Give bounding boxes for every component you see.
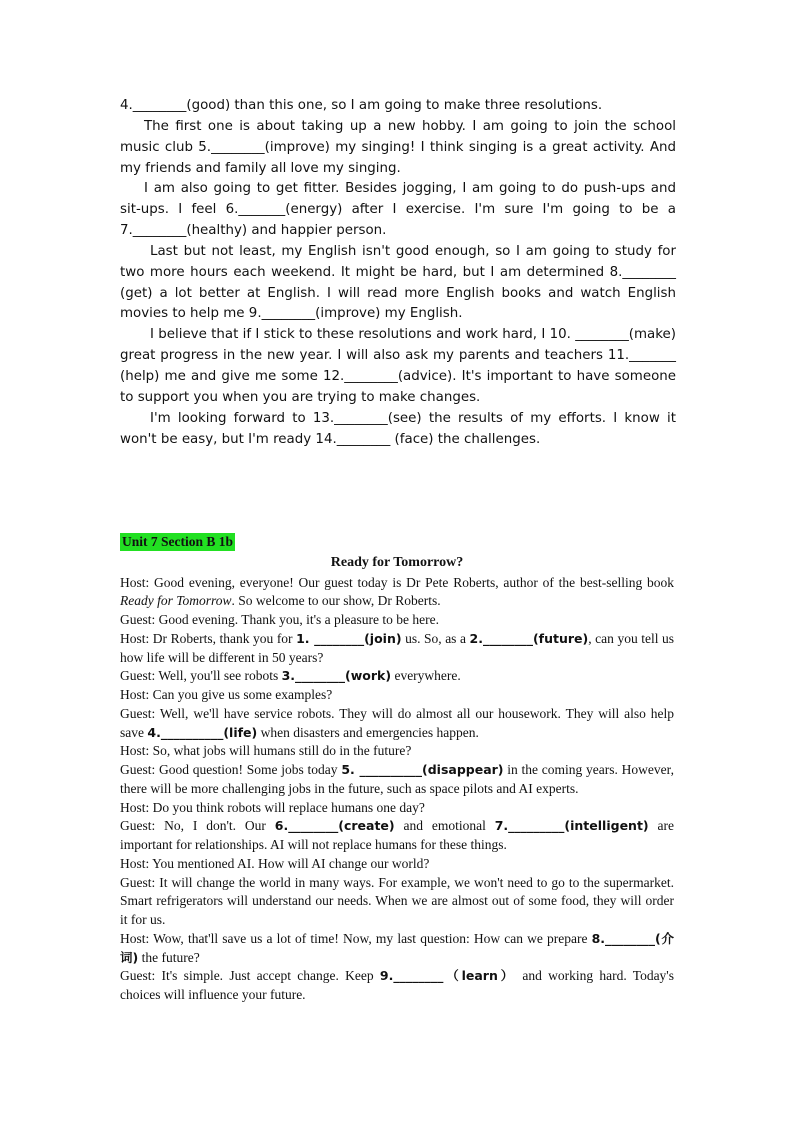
dialogue-line: Host: Do you think robots will replace humans one day?	[120, 799, 425, 815]
dialogue-line: Guest: Well, we'll have service robots. They will do almost all our housework. They will also help save 4.__________(life) when disasters and emergencies happen.	[120, 705, 674, 740]
dialogue-line: Guest: Good evening. Thank you, it's a pleasure to be here.	[120, 612, 439, 627]
blank-3: 3.________(work)	[281, 668, 392, 684]
blank-2: 2.________(future)	[469, 630, 589, 646]
dialogue-line: Host: You mentioned AI. How will AI change our world?	[120, 855, 430, 871]
blank-8: 8.________(介词)	[120, 930, 674, 965]
dialogue-line: Guest: Well, you'll see robots 3.________(work) everywhere.	[120, 668, 461, 684]
paragraph-line-4: 4.________(good) than this one, so I am going to make three resolutions.	[120, 98, 603, 113]
paragraph-looking-forward: I'm looking forward to 13.________(see) the results of my efforts. I know it won't be easy, but I'm ready 14.________ (face) the challenges.	[120, 410, 676, 447]
dialogue-line: Host: Dr Roberts, thank you for 1. ________(join) us. So, as a 2.________(future), can you tell us how life will be different in 50 years?	[120, 630, 675, 665]
dialogue-line: Host: Good evening, everyone! Our guest today is Dr Pete Roberts, author of the best-selling book Ready for Tomorrow. So welcome to our show, Dr Roberts.	[120, 574, 674, 609]
section-tag: Unit 7 Section B 1b	[122, 534, 234, 549]
blank-4: 4.__________(life)	[147, 724, 258, 740]
dialogue-line: Guest: It will change the world in many ways. For example, we won't need to go to the supermarket. Smart refrigerators will understand our needs. When we are almost out of some food, they will order it for us.	[120, 874, 674, 927]
paragraph-believe: I believe that if I stick to these resolutions and work hard, I 10. ________(make) great progress in the new year. I will also ask my parents and teachers 11._______ (help) me and give me some 12.________(advice). It's important to have someone to support you when you are trying to make changes.	[120, 327, 676, 405]
blank-6: 6.________(create)	[274, 818, 395, 834]
dialogue-title: Ready for Tomorrow?	[330, 554, 464, 570]
passage-resolutions	[120, 96, 676, 450]
book-title: Ready for Tomorrow	[120, 593, 232, 609]
dialogue-line: Host: Can you give us some examples?	[120, 687, 333, 702]
blank-1: 1. ________(join)	[296, 630, 402, 646]
dialogue-line: Guest: It's simple. Just accept change. Keep 9.________（learn） and working hard. Today's choices will influence your future.	[120, 968, 674, 1002]
dialogue-line: Guest: No, I don't. Our 6.________(create) and emotional 7._________(intelligent) are important for relationships. AI will not replace humans for these things.	[120, 818, 674, 852]
dialogue-section	[120, 533, 674, 1005]
blank-7: 7._________(intelligent)	[494, 818, 649, 834]
blank-5: 5. __________(disappear)	[341, 762, 504, 777]
paragraph-english: Last but not least, my English isn't good enough, so I am going to study for two more hours each weekend. It might be hard, but I am determined 8.________ (get) a lot better at English. I will read more English books and watch English movies to help me 9.________(improve) my English.	[120, 243, 676, 322]
blank-9: 9.________（learn）	[379, 968, 517, 984]
dialogue-line: Host: Wow, that'll save us a lot of time! Now, my last question: How can we prepare 8.________(介词) the future?	[120, 930, 674, 965]
paragraph-fitter: I am also going to get fitter. Besides jogging, I am going to do push-ups and sit-ups. I feel 6._______(energy) after I exercise. I'm sure I'm going to be a 7.________(healthy) and happier person.	[120, 181, 676, 239]
dialogue-line: Guest: Good question! Some jobs today 5. __________(disappear) in the coming years. However, there will be more challenging jobs in the future, such as space pilots and AI experts.	[120, 762, 674, 796]
dialogue-line: Host: So, what jobs will humans still do in the future?	[120, 743, 412, 759]
paragraph-hobby: The first one is about taking up a new hobby. I am going to join the school music club 5.________(improve) my singing! I think singing is a great activity. And my friends and family all love my singing.	[120, 118, 676, 176]
